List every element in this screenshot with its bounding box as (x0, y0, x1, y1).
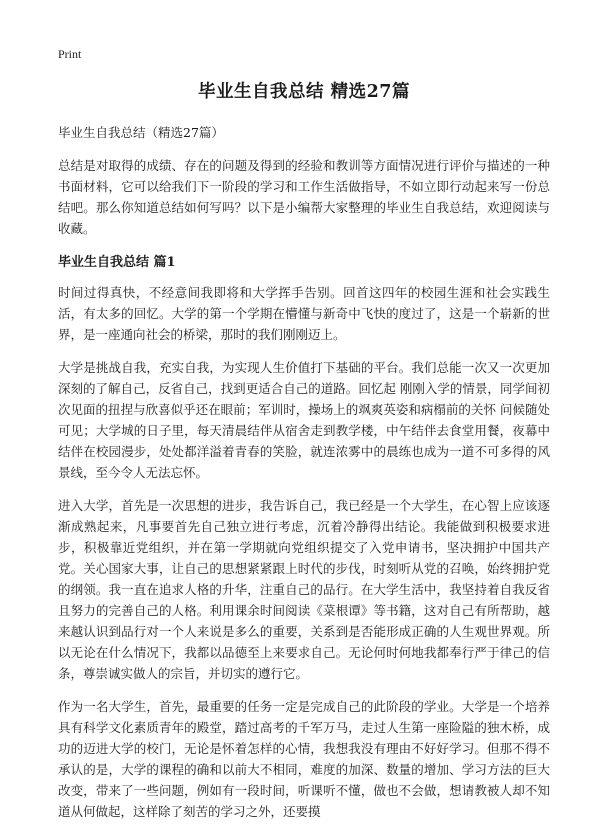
document-body (58, 78, 550, 834)
document-subtitle: 毕业生自我总结（精选27篇） (58, 125, 224, 140)
body-paragraph: 进入大学，首先是一次思想的进步，我告诉自己，我已经是一个大学生，在心智上应该逐渐成熟起来，凡事要首先自己独立进行考虑，沉着冷静得出结论。我能做到积极要求进步，积极靠近党组织，并在第一学期就向党组织提交了入党申请书，坚决拥护中国共产党。关心国家大事，让自己的思想紧紧跟上时代的步伐，时刻听从党的召唤，始终拥护党的纲领。我一直在追求人格的升华，注重自己的品行。在大学生活中，我坚持着自我反省且努力的完善自己的人格。利用课余时间阅读《菜根谭》等书籍，这对自己有所帮助，越来越认识到品行对一个人来说是多么的重要，关系到是否能形成正确的人生观世界观。所以无论在什么情况下，我都以品德至上来要求自己。无论何时何地我都奉行严于律己的信条，尊崇诚实做人的宗旨，并切实的遵行它。 (58, 498, 550, 681)
body-paragraph: 作为一名大学生，首先，最重要的任务一定是完成自己的此阶段的学业。大学是一个培养具有科学文化素质青年的殿堂，踏过高考的千军万马，走过人生第一座险隘的独木桥，成功的迈进大学的校门，无论是怀着怎样的心情，我想我没有理由不好好学习。但那不得不承认的是，大学的课程的确和以前大不相同，难度的加深、数量的增加、学习方法的巨大改变，带来了一些问题，例如有一段时间，听课听不懂，做也不会做，想请教被人却不知道从何做起，这样除了刻苦的学习之外，还要摸 (58, 699, 550, 819)
print-link[interactable]: Print (58, 47, 82, 61)
body-paragraph: 时间过得真快，不经意间我即将和大学挥手告别。回首这四年的校园生涯和社会实践生活，有太多的回忆。大学的第一个学期在懵懂与新奇中飞快的度过了，这是一个崭新的世界，是一座通向社会的桥梁，那时的我们刚刚迈上。 (58, 285, 550, 342)
body-paragraph: 大学是挑战自我，充实自我，为实现人生价值打下基础的平台。我们总能一次又一次更加深刻的了解自己，反省自己，找到更适合自己的道路。回忆起 刚刚入学的情景，同学间初次见面的扭捏与欣喜似乎还在眼前；军训时，操场上的飒爽英姿和病榻前的关怀 问候随处可见；大学城的日子里，每天清晨结伴从宿舍走到教学楼，中午结伴去食堂用餐，夜幕中结伴在校园漫步，处处都洋溢着青春的笑脸，就连浓雾中的晨练也成为一道不可多得的风景线，至今令人无法忘怀。 (58, 360, 550, 480)
section-heading: 毕业生自我总结 篇1 (58, 255, 176, 270)
document-title: 毕业生自我总结 精选27篇 (198, 82, 410, 102)
intro-paragraph: 总结是对取得的成绩、存在的问题及得到的经验和教训等方面情况进行评价与描述的一种书面材料，它可以给我们下一阶段的学习和工作生活做指导，不如立即行动起来写一份总结吧。那么你知道总结如何写吗？以下是小编帮大家整理的毕业生自我总结，欢迎阅读与收藏。 (58, 158, 550, 236)
